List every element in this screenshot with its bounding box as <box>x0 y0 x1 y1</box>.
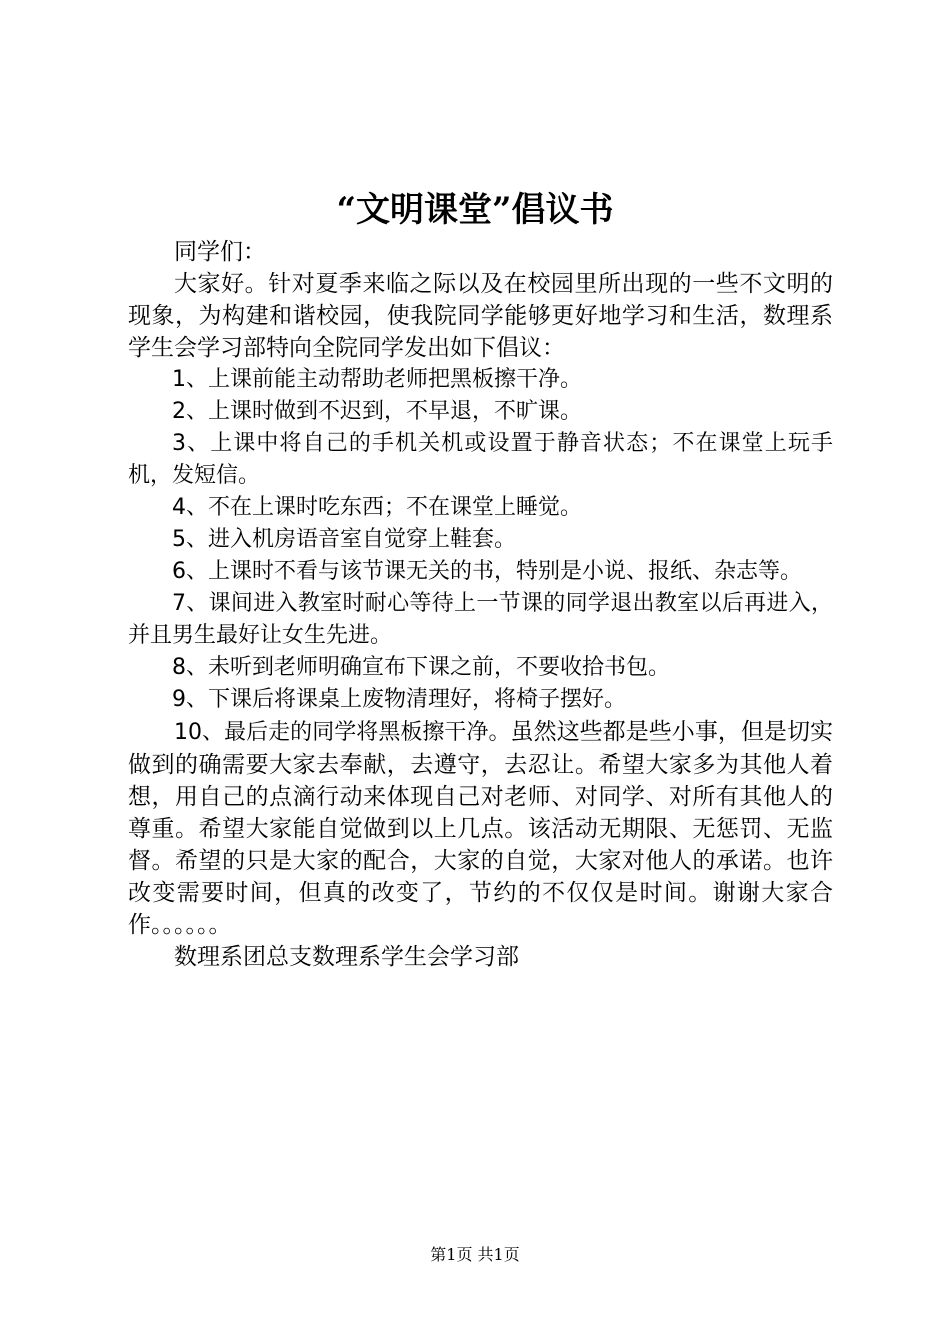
proposal-item: 2、上课时做到不迟到，不早退，不旷课。 <box>172 399 582 424</box>
proposal-item: 8、未听到老师明确宣布下课之前，不要收拾书包。 <box>172 655 670 680</box>
proposal-item: 7、课间进入教室时耐心等待上一节课的同学退出教室以后再进入，并且男生最好让女生先进。 <box>128 591 833 648</box>
closing-text: 虽然这些都是些小事，但是切实做到的确需要大家去奉献，去遵守，去忍让。希望大家多为其他人着想，用自己的点滴行动来体现自己对老师、对同学、对所有其他人的尊重。希望大家能自觉做到以上几点。该活动无期限、无惩罚、无监督。希望的只是大家的配合，大家的自觉，大家对他人的承诺。也许改变需要时间，但真的改变了，节约的不仅仅是时间。谢谢大家合作。。。。。。 <box>128 719 833 938</box>
closing-paragraph <box>128 716 833 941</box>
salutation: 同学们： <box>174 239 266 265</box>
proposal-item: 9、下课后将课桌上废物清理好，将椅子摆好。 <box>172 687 626 712</box>
proposal-item: 5、进入机房语音室自觉穿上鞋套。 <box>172 527 516 552</box>
document-body <box>128 236 833 973</box>
proposal-item: 1、上课前能主动帮助老师把黑板擦干净。 <box>172 367 582 392</box>
proposal-item: 6、上课时不看与该节课无关的书，特别是小说、报纸、杂志等。 <box>172 559 802 584</box>
intro-paragraph: 大家好。针对夏季来临之际以及在校园里所出现的一些不文明的现象，为构建和谐校园，使我院同学能够更好地学习和生活，数理系学生会学习部特向全院同学发出如下倡议： <box>128 271 833 361</box>
page-footer: 第1页 共1页 <box>430 1245 520 1264</box>
signature: 数理系团总支数理系学生会学习部 <box>174 944 519 970</box>
proposal-item: 4、不在上课时吃东西；不在课堂上睡觉。 <box>172 495 582 520</box>
proposal-item: 3、上课中将自己的手机关机或设置于静音状态；不在课堂上玩手机，发短信。 <box>128 431 833 488</box>
last-proposal-item: 10、最后走的同学将黑板擦干净。 <box>174 720 511 745</box>
document-title: “文明课堂”倡议书 <box>336 190 614 230</box>
